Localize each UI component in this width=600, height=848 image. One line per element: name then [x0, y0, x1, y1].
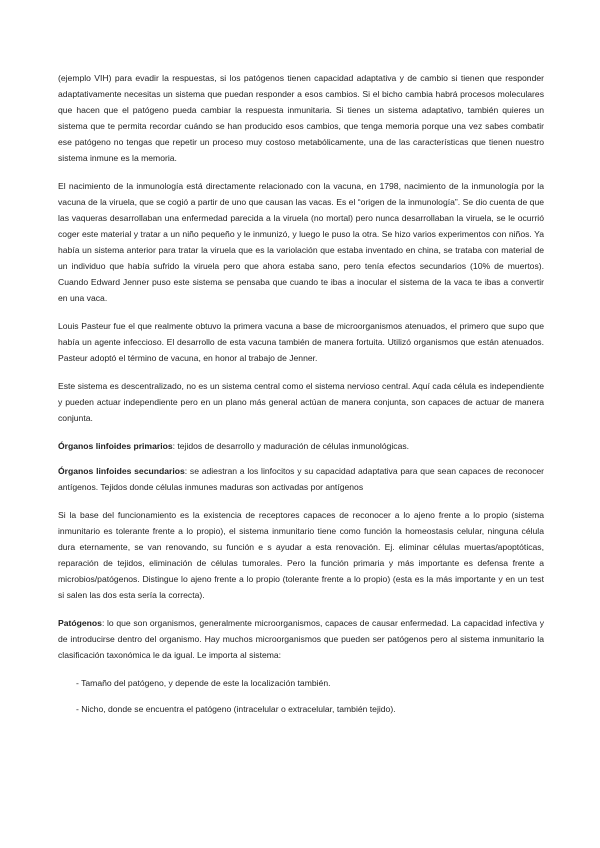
document-body — [58, 70, 544, 727]
paragraph-immune-function: Si la base del funcionamiento es la existencia de receptores capaces de reconocer a lo ajeno frente a lo propio (sistema inmunitario es tolerante frente a lo propio), el sistema inmunitario tiene como función la homeostasis celular, ninguna célula dura eternamente, se van renovando, su función e s ayudar a esta renovación. Ej. eliminar células muertas/apoptóticas, reparación de tejidos, eliminación de células tumorales. Pero la función primaria y más importante es defensa frente a microbios/patógenos. Distingue lo ajeno frente a lo propio (tolerante frente a lo propio) (esta es la más importante y en un test si salen las dos esta sería la correcta). — [58, 510, 544, 600]
paragraph-adaptive-memory: (ejemplo VIH) para evadir la respuestas, si los patógenos tienen capacidad adaptativa y de cambio si tienen que responder adaptativamente necesitas un sistema que puedan responder a esos cambios. Si el bicho cambia habrá procesos moleculares que hacen que el patógeno pueda cambiar la respuesta inmunitaria. Si tienes un sistema adaptativo, también quieres un sistema que te permita recordar cuándo se han producido esos cambios, que tenga memoria porque una vez sabes combatir ese patógeno no tengas que repetir un proceso muy costoso metabólicamente, una de las características que tienen nuestro sistema inmune es la memoria. — [58, 73, 544, 163]
term-secondary-organs: Órganos linfoides secundarios — [58, 466, 185, 476]
definition-primary-organs: : tejidos de desarrollo y maduración de células inmunológicas. — [172, 441, 410, 451]
paragraph-pathogens — [58, 615, 544, 663]
term-pathogens: Patógenos — [58, 618, 102, 628]
list-item-pathogen-niche: - Nicho, donde se encuentra el patógeno (intracelular o extracelular, también tejido). — [76, 704, 396, 714]
definition-secondary-organs: : se adiestran a los linfocitos y su capacidad adaptativa para que sean capaces de reconocer antígenos. Tejidos donde células inmunes maduras son activadas por antígenos — [58, 466, 545, 492]
paragraph-birth-of-immunology: El nacimiento de la inmunología está directamente relacionado con la vacuna, en 1798, nacimiento de la inmunología por la vacuna de la viruela, que se cogió a partir de uno que causan las vacas. Es el “origen de la inmunología”. Se dio cuenta de que las vaqueras desarrollaban una enfermedad parecida a la viruela (no mortal) pero nunca desarrollaban la viruela, se le ocurrió coger este material y tratar a un niño pequeño y le inmunizó, y luego le puso la otra. Se hizo varios experimentos con niños. Ya había un sistema anterior para tratar la viruela que es la variolación que estaba inventado en china, se trataba con material de un individuo que había sufrido la viruela pero que ahora estaba sano, pero tenía efectos secundarios (10% de muertos). Cuando Edward Jenner puso este sistema se pensaba que cuando te ibas a inocular el sistema de la vaca te ibas a convertir en una vaca. — [58, 181, 544, 303]
paragraph-primary-organs — [58, 438, 544, 454]
paragraph-secondary-organs — [58, 463, 544, 495]
definition-pathogens: : lo que son organismos, generalmente microorganismos, capaces de causar enfermedad. La capacidad infectiva y de introducirse dentro del organismo. Hay muchos microorganismos que pueden ser patógenos pero al sistema inmunitario la clasificación taxonómica le da igual. Le importa al sistema: — [58, 618, 544, 660]
list-item-pathogen-size: - Tamaño del patógeno, y depende de este la localización también. — [76, 678, 331, 688]
term-primary-organs: Órganos linfoides primarios — [58, 441, 173, 451]
paragraph-louis-pasteur: Louis Pasteur fue el que realmente obtuvo la primera vacuna a base de microorganismos atenuados, el primero que supo que había un agente infeccioso. El desarrollo de esta vacuna también de manera fortuita. Utilizó organismos que están atenuados. Pasteur adoptó el término de vacuna, en honor al trabajo de Jenner. — [58, 321, 544, 363]
paragraph-decentralized-system: Este sistema es descentralizado, no es un sistema central como el sistema nervioso central. Aquí cada célula es independiente y pueden actuar independiente pero en un plano más general actúan de manera conjunta, son capaces de actuar de manera conjunta. — [58, 381, 544, 423]
